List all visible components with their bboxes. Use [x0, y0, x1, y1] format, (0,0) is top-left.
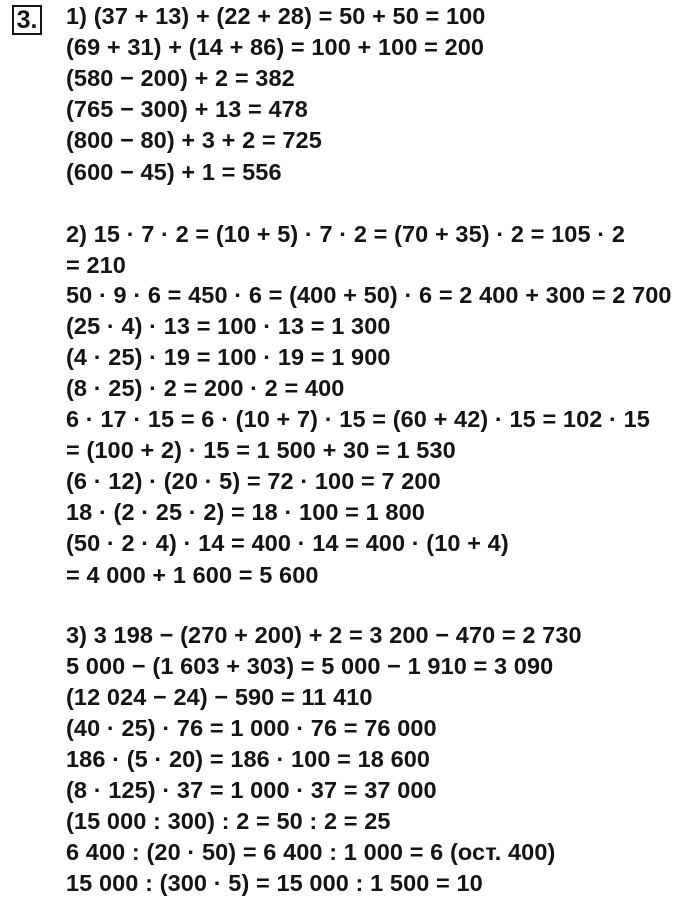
solution-line: (8 · 125) · 37 = 1 000 · 37 = 37 000 [66, 777, 437, 803]
exercise-number-badge: 3. [12, 5, 42, 35]
solution-line: 1) (37 + 13) + (22 + 28) = 50 + 50 = 100 [66, 3, 486, 29]
solution-line: 2) 15 · 7 · 2 = (10 + 5) · 7 · 2 = (70 + 35) · 2 = 105 · 2 [66, 221, 625, 247]
solution-line: (600 − 45) + 1 = 556 [66, 159, 282, 185]
solution-line: = 4 000 + 1 600 = 5 600 [66, 562, 319, 588]
solution-line: 5 000 − (1 603 + 303) = 5 000 − 1 910 = 3 090 [66, 653, 554, 679]
solution-line: (15 000 : 300) : 2 = 50 : 2 = 25 [66, 808, 391, 834]
solution-line: (4 · 25) · 19 = 100 · 19 = 1 900 [66, 344, 391, 370]
solution-line: (25 · 4) · 13 = 100 · 13 = 1 300 [66, 313, 391, 339]
solution-line: (50 · 2 · 4) · 14 = 400 · 14 = 400 · (10 + 4) [66, 530, 509, 556]
solution-line: 18 · (2 · 25 · 2) = 18 · 100 = 1 800 [66, 499, 425, 525]
solution-line: (765 − 300) + 13 = 478 [66, 96, 308, 122]
solution-line: (800 − 80) + 3 + 2 = 725 [66, 127, 322, 153]
solution-line: 6 400 : (20 · 50) = 6 400 : 1 000 = 6 (ост. 400) [66, 839, 556, 865]
solution-line: (12 024 − 24) − 590 = 11 410 [66, 684, 373, 710]
solution-line: 3) 3 198 − (270 + 200) + 2 = 3 200 − 470 = 2 730 [66, 622, 582, 648]
solution-line: = 210 [66, 252, 126, 278]
solution-line: (6 · 12) · (20 · 5) = 72 · 100 = 7 200 [66, 468, 441, 494]
solution-line: 50 · 9 · 6 = 450 · 6 = (400 + 50) · 6 = 2 400 + 300 = 2 700 [66, 282, 672, 308]
solution-line: 6 · 17 · 15 = 6 · (10 + 7) · 15 = (60 + 42) · 15 = 102 · 15 [66, 406, 650, 432]
solution-line: (580 − 200) + 2 = 382 [66, 65, 295, 91]
solution-line: (69 + 31) + (14 + 86) = 100 + 100 = 200 [66, 34, 485, 60]
solution-line: (8 · 25) · 2 = 200 · 2 = 400 [66, 375, 345, 401]
solution-line: 186 · (5 · 20) = 186 · 100 = 18 600 [66, 746, 431, 772]
solution-line: = (100 + 2) · 15 = 1 500 + 30 = 1 530 [66, 437, 456, 463]
solution-line: (40 · 25) · 76 = 1 000 · 76 = 76 000 [66, 715, 437, 741]
solution-line: 15 000 : (300 · 5) = 15 000 : 1 500 = 10 [66, 870, 483, 896]
